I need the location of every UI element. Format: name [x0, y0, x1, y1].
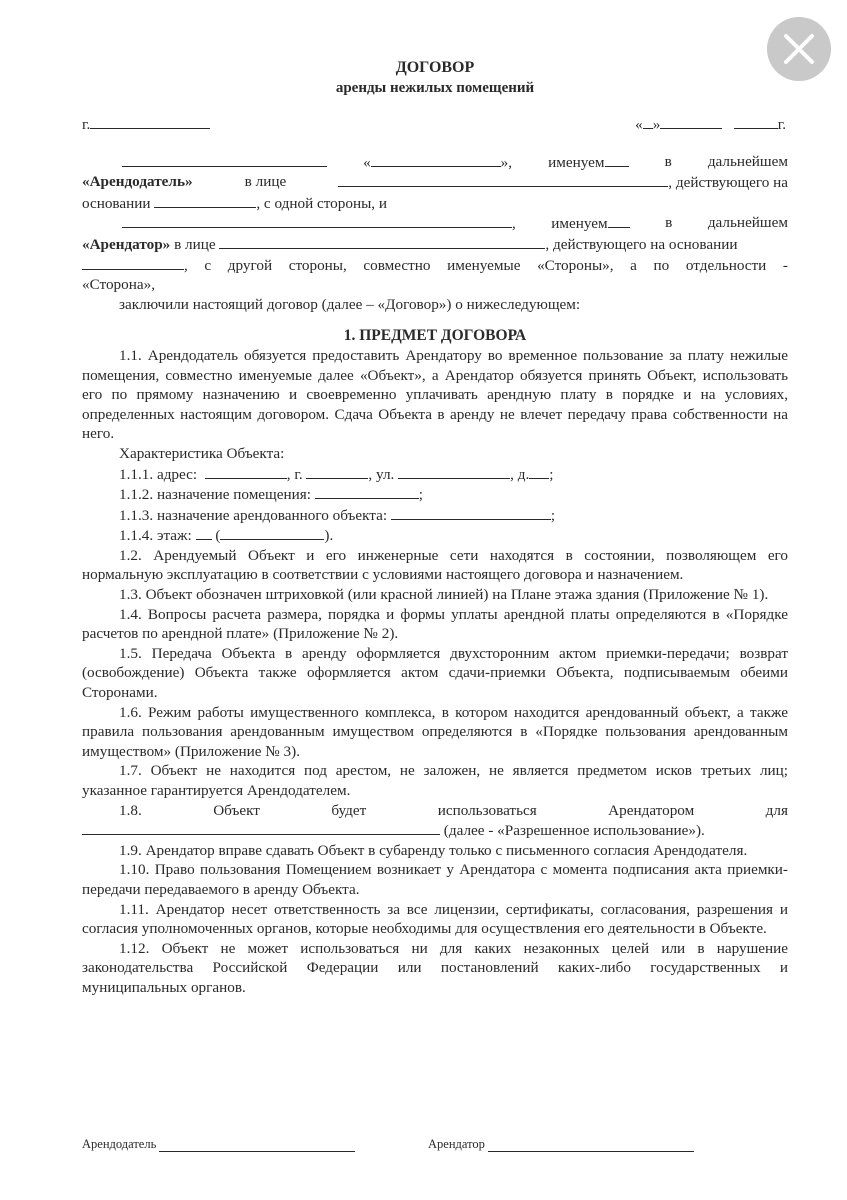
clause-1-5: 1.5. Передача Объекта в аренду оформляется двухсторонним актом приемки-передачи; возврат (освобождение) Объекта также оформляется актом сдачи-приемки Объекта, подписываемым обеими Сторонами.	[82, 644, 788, 702]
premises-purpose-blank	[315, 484, 419, 499]
party2-block: , именуем в дальнейшем «Арендатор» в лице , действующего на основании , с другой стороны, совместно именуемые «Стороны», а по отдельности - «Сторона», заключили настоящий договор (далее – «Договор») о нижеследующем:	[82, 214, 788, 313]
tenant-signature: Арендатор	[428, 1137, 694, 1152]
permitted-use-blank	[82, 820, 440, 835]
clause-1-1-2: 1.1.2. назначение помещения: ;	[119, 486, 423, 504]
party2-basis-blank	[82, 255, 184, 270]
year-blank	[734, 114, 778, 129]
clause-1-4: 1.4. Вопросы расчета размера, порядка и формы уплаты арендной платы определяются в «Порядке расчетов по арендной плате» (Приложение № 2).	[82, 605, 788, 643]
day-blank	[643, 114, 653, 129]
clause-1-6: 1.6. Режим работы имущественного комплекса, в котором находится арендованный объект, а также правила пользования арендованным имуществом определяются в «Порядке пользования арендованным имуществом» (Приложение № 3).	[82, 703, 788, 760]
clause-1-1: 1.1. Арендодатель обязуется предоставить Арендатору во временное пользование за плату нежилые помещения, совместно именуемые далее «Объект», а Арендатор обязуется принять Объект, использовать его по прямому назначению и своевременно уплачивать арендную плату в порядке и на условиях, определенных настоящим договором. Сдача Объекта в аренду не влечет передачу права собственности на него.	[82, 346, 788, 443]
party2-name-blank	[122, 213, 512, 228]
party1-representative-blank	[338, 172, 668, 187]
house-blank	[529, 464, 549, 479]
section-1-heading: 1. ПРЕДМЕТ ДОГОВОРА	[343, 327, 527, 345]
tenant-role: «Арендатор»	[82, 235, 171, 253]
landlord-signature: Арендодатель	[82, 1137, 428, 1152]
clause-1-8: 1.8. Объект будет использоваться Арендатором для (далее - «Разрешенное использование»).	[82, 801, 788, 841]
street-blank	[398, 464, 510, 479]
party1-name-blank	[122, 152, 327, 167]
signature-row	[82, 1137, 694, 1152]
characteristics-heading: Характеристика Объекта:	[119, 444, 285, 462]
clause-1-11: 1.11. Арендатор несет ответственность за все лицензии, сертификаты, согласования, разрешения и согласия уполномоченных органов, которые необходимы для осуществления его деятельности в Объекте.	[82, 900, 788, 938]
landlord-signature-blank	[159, 1140, 355, 1152]
clause-1-3: 1.3. Объект обозначен штриховкой (или красной линией) на Плане этажа здания (Приложение № 1).	[119, 586, 769, 604]
city-name-blank	[306, 464, 368, 479]
clause-1-7: 1.7. Объект не находится под арестом, не заложен, не является предметом исков третьих лиц; указанное гарантируется Арендодателем.	[82, 762, 788, 799]
tenant-signature-blank	[488, 1140, 694, 1152]
party2-representative-blank	[219, 234, 545, 249]
month-blank	[660, 114, 722, 129]
clause-1-12: 1.12. Объект не может использоваться ни для каких незаконных целей или в нарушение законодательства Российской Федерации или постановлений каких-либо государственных и муниципальных органов.	[82, 939, 788, 996]
floor-number-blank	[196, 525, 212, 540]
clause-1-2: 1.2. Арендуемый Объект и его инженерные сети находятся в состоянии, позволяющем его нормальную эксплуатацию в соответствии с условиями настоящего договора и назначением.	[82, 546, 788, 584]
object-purpose-blank	[391, 505, 551, 520]
clause-1-1-4: 1.1.4. этаж: ( ).	[119, 527, 334, 545]
landlord-role: «Арендодатель»	[82, 173, 193, 191]
concluded-statement: заключили настоящий договор (далее – «Договор») о нижеследующем:	[119, 295, 581, 313]
clause-1-9: 1.9. Арендатор вправе сдавать Объект в субаренду только с письменного согласия Арендодателя.	[119, 841, 748, 859]
party1-basis-blank	[154, 193, 256, 208]
date-field: « » г.	[635, 116, 786, 133]
city-date-row	[82, 114, 788, 135]
floor-words-blank	[220, 525, 324, 540]
party1-block: « », именуем в дальнейшем «Арендодатель» в лице , действующего на основании , с одной стороны, и	[82, 152, 788, 212]
clause-1-1-1: 1.1.1. адрес: , г. , ул. , д. ;	[119, 465, 554, 483]
city-field: г.	[82, 114, 210, 135]
city-blank	[90, 114, 210, 129]
address-blank	[205, 464, 287, 479]
document-subtitle: аренды нежилых помещений	[335, 80, 535, 96]
contract-document	[82, 58, 788, 998]
document-title: ДОГОВОР	[395, 59, 475, 76]
clause-1-1-3: 1.1.3. назначение арендованного объекта: ;	[119, 506, 556, 524]
party1-company-blank	[371, 152, 501, 167]
clause-1-10: 1.10. Право пользования Помещением возникает у Арендатора с момента подписания акта приемки-передачи передаваемого в аренду Объекта.	[82, 861, 788, 898]
